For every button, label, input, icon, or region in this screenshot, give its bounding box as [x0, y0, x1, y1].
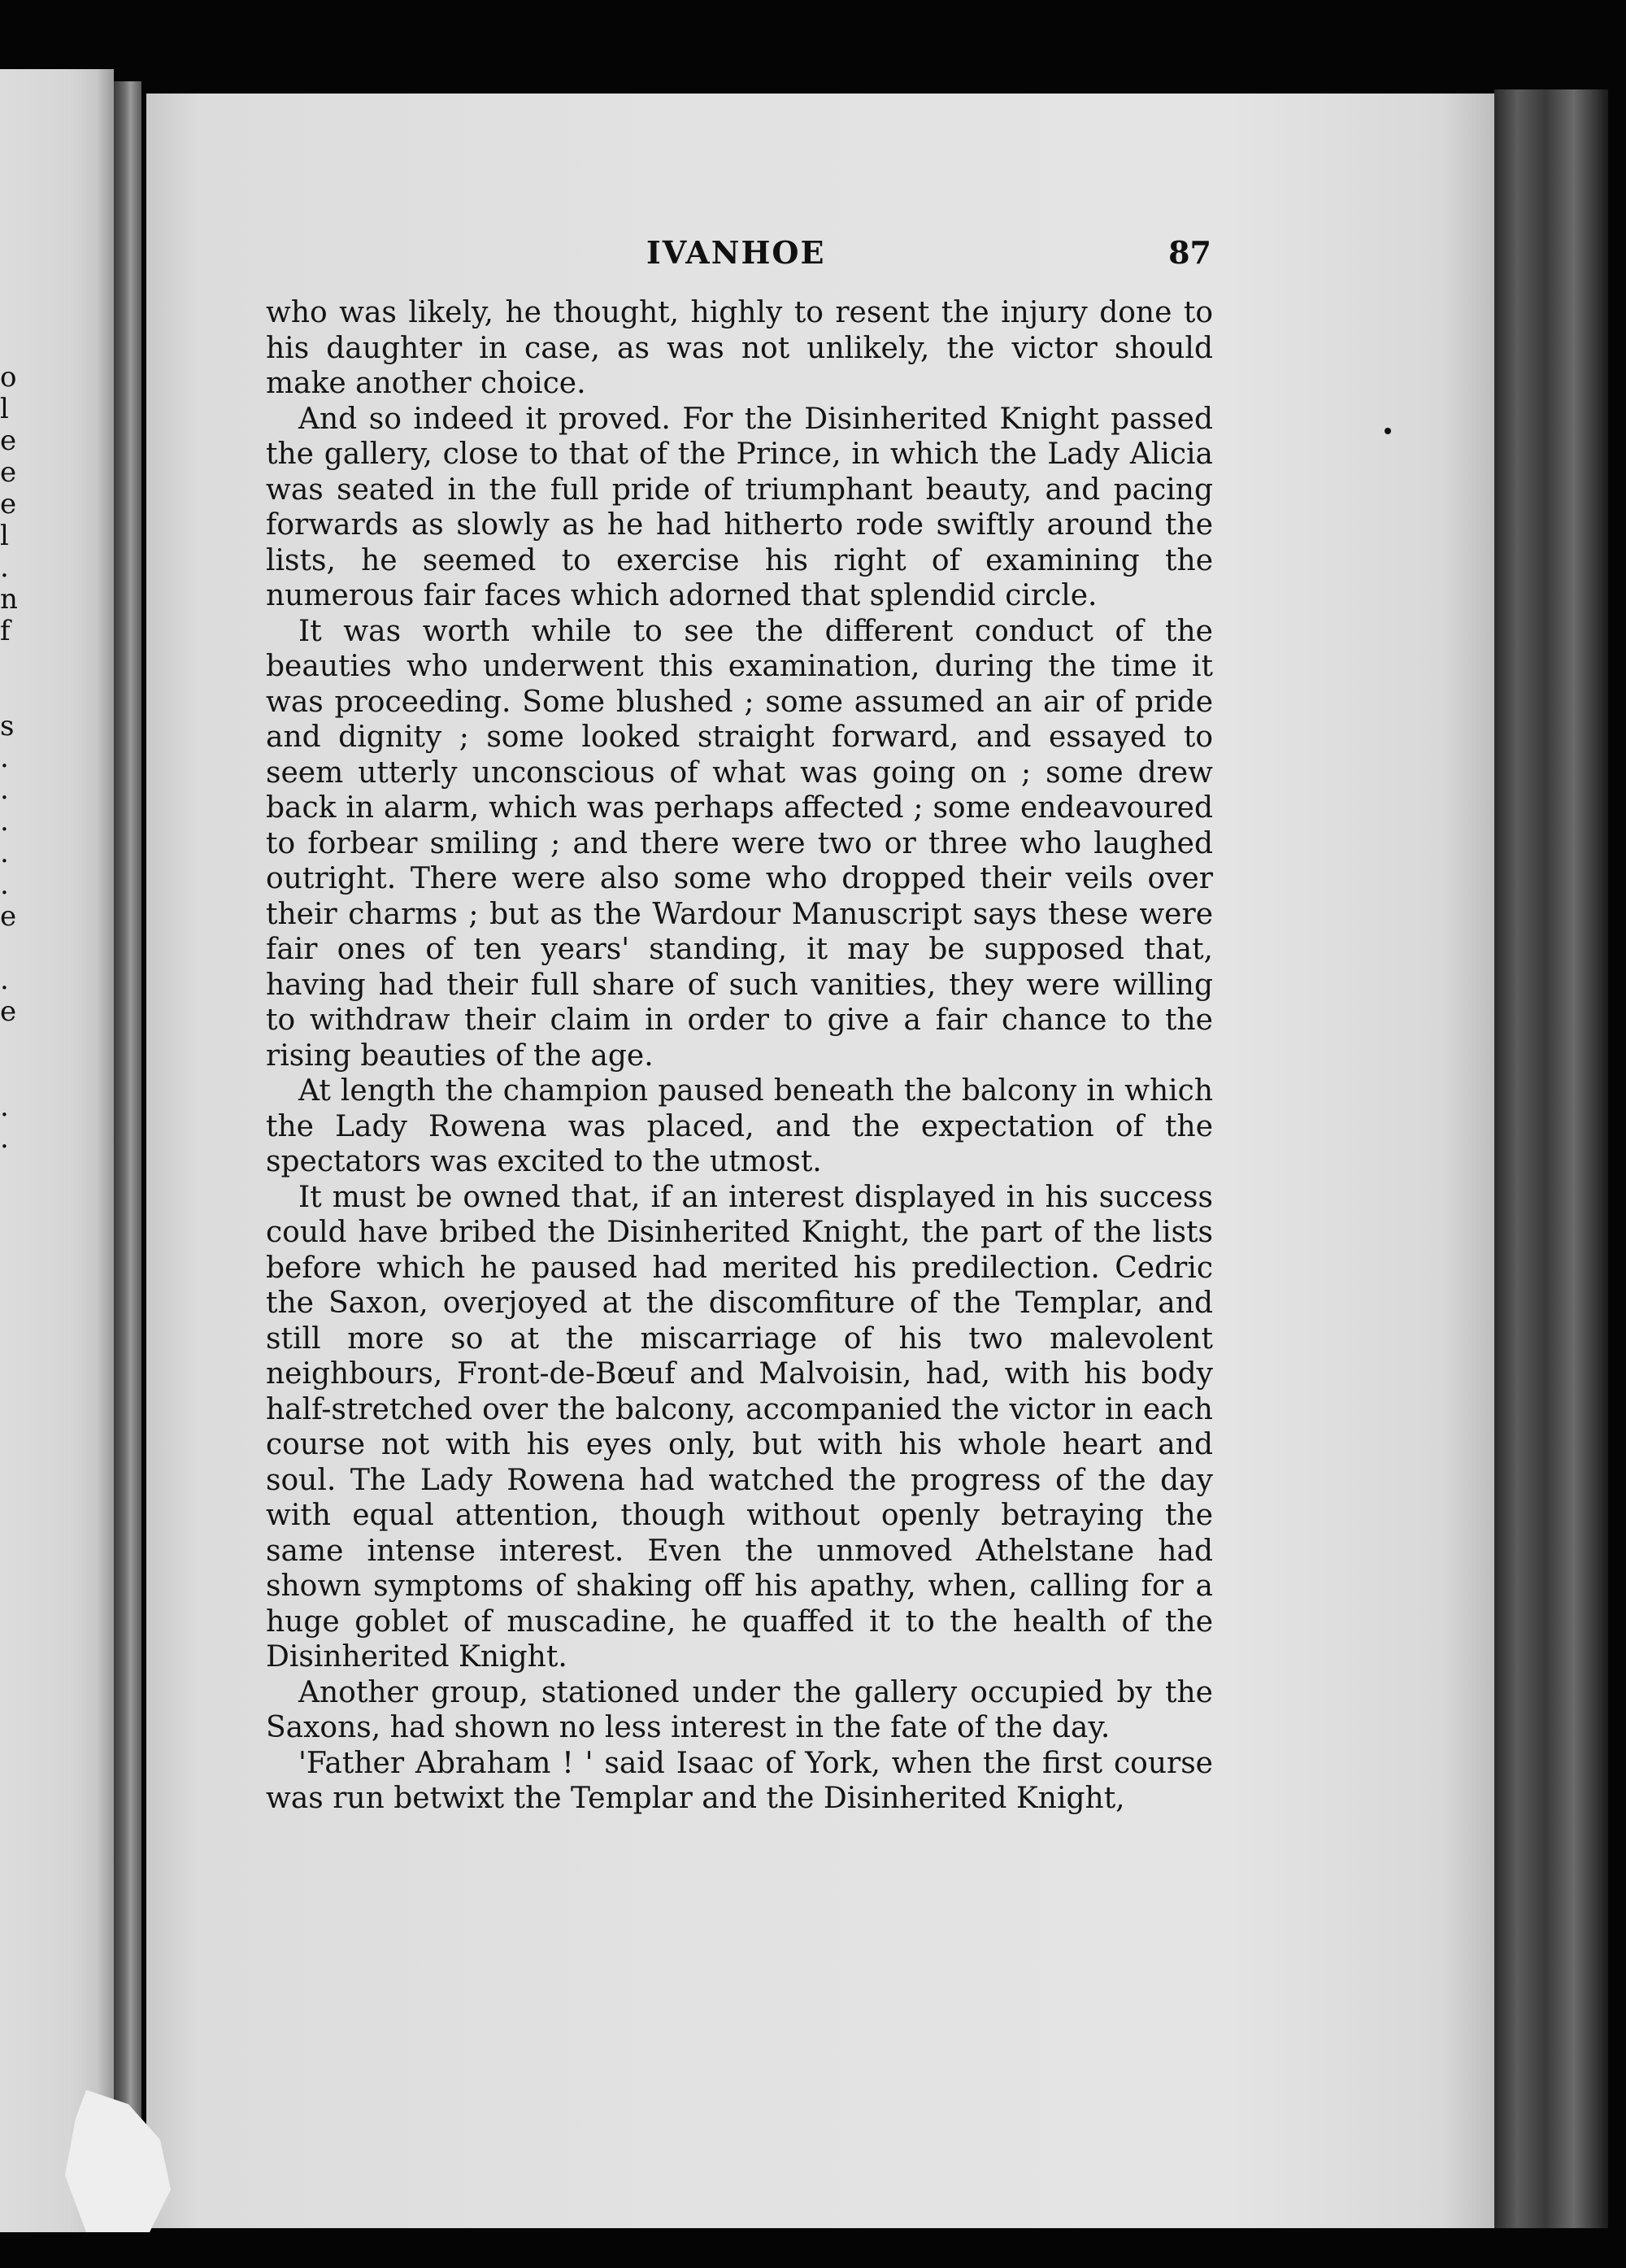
- paragraph: At length the champion paused beneath the balcony in which the Lady Rowena was placed, and the expectation of the spectators was excited to the utmost.: [266, 1074, 1213, 1178]
- paragraph: who was likely, he thought, highly to resent the injury done to his daughter in case, as was not unlikely, the victor should make another choice.: [266, 296, 1213, 400]
- paragraph: 'Father Abraham ! ' said Isaac of York, when the first course was run betwixt the Templar and the Disinherited Knight,: [266, 1746, 1213, 1815]
- paragraph: It must be owned that, if an interest displayed in his success could have bribed the Disinherited Knight, the part of the lists before which he paused had merited his predilection. Cedric the Saxon, overjoyed at the discomfiture of the Templar, and still more so at the miscarriage of his two malevolent neighbours, Front-de-Bœuf and Malvoisin, had, with his body half-stretched over the balcony, accompanied the victor in each course not with his eyes only, but with his whole heart and soul. The Lady Rowena had watched the progress of the day with equal attention, though without openly betraying the same intense interest. Even the unmoved Athelstane had shown symptoms of shaking off his apathy, when, calling for a huge goblet of muscadine, he quaffed it to the health of the Disinherited Knight.: [266, 1180, 1213, 1674]
- running-head: [268, 234, 1211, 283]
- left-page-edge: [0, 69, 114, 2232]
- paragraph: It was worth while to see the different conduct of the beauties who underwent this examination, during the time it was proceeding. Some blushed ; some assumed an air of pride and dignity ; some looked straight forward, and essayed to seem utterly unconscious of what was going on ; some drew back in alarm, which was perhaps affected ; some endeavoured to forbear smiling ; and there were two or three who laughed outright. There were also some who dropped their veils over their charms ; but as the Wardour Manuscript says these were fair ones of ten years' standing, it may be supposed that, having had their full share of such vanities, they were willing to withdraw their claim in order to give a fair chance to the rising beauties of the age.: [266, 614, 1213, 1073]
- body-text: [266, 295, 1213, 1817]
- book-gutter: [114, 81, 141, 2228]
- page-stack-edge: [1494, 89, 1608, 2228]
- paragraph: Another group, stationed under the gallery occupied by the Saxons, had shown no less interest in the fate of the day.: [266, 1675, 1213, 1744]
- ink-speck: [1385, 428, 1391, 434]
- page-header-title: IVANHOE: [646, 234, 826, 271]
- page-number: 87: [1168, 234, 1211, 271]
- paragraph: And so indeed it proved. For the Disinherited Knight passed the gallery, close to that of the Prince, in which the Lady Alicia was seated in the full pride of triumphant beauty, and pacing forwards as slowly as he had hitherto rode swiftly around the lists, he seemed to exercise his right of examining the numerous fair faces which adorned that splendid circle.: [266, 402, 1213, 612]
- left-page-cut-text: o l e e e l . n f s . . . . . e . e . .: [0, 361, 18, 1155]
